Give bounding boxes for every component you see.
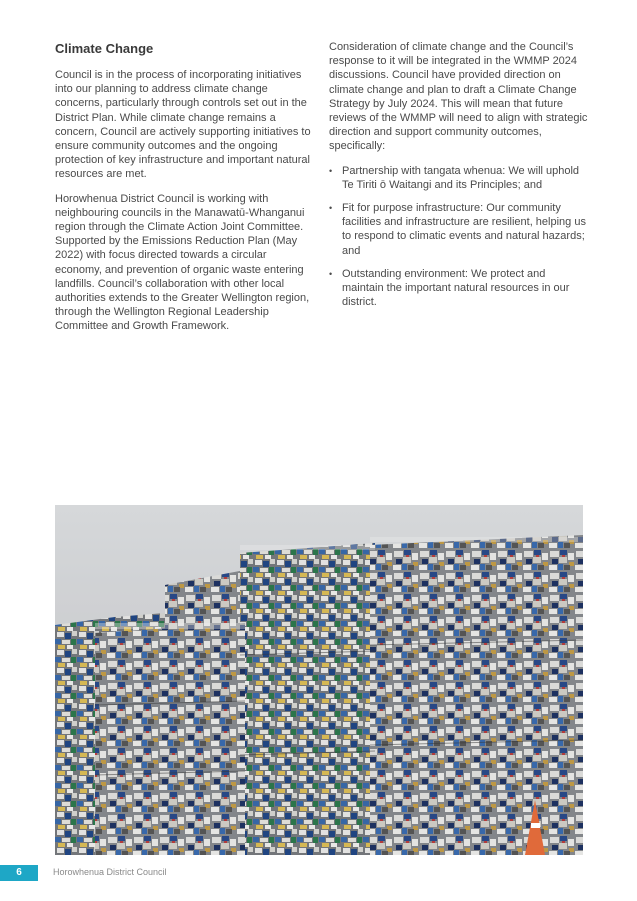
list-item-text: Fit for purpose infrastructure: Our community facilities and infrastructure are resilient, helping us to respond to climatic events and natural hazards; and <box>342 202 586 257</box>
right-column <box>329 40 589 318</box>
bullet-list <box>329 164 589 310</box>
page-footer <box>0 865 637 881</box>
bullet-icon: • <box>329 165 333 176</box>
bullet-icon: • <box>329 203 333 214</box>
left-column <box>55 40 313 344</box>
footer-organisation-name: Horowhenua District Council <box>53 867 167 877</box>
intro-paragraph: Consideration of climate change and the Council’s response to it will be integrated in the WMMP 2024 discussions. Council have provided direction on climate change and plan to draft a Climate Change Strategy by July 2024. This will mean that future reviews of the WMMP will need to align with strategic direction and support community outcomes, specifically: <box>329 41 588 153</box>
bullet-icon: • <box>329 268 333 279</box>
list-item <box>329 164 589 192</box>
paragraph: Horowhenua District Council is working with neighbouring councils in the Manawatū-Whanganui region through the Climate Action Joint Committee. Supported by the Emissions Reduction Plan (May 2022) with focus directed towards a circular economy, and prevention of organic waste entering landfills. Council’s collaboration with other local authorities extends to the Greater Wellington region, through the Wellington Regional Leadership Committee and Growth Framework. <box>55 192 310 333</box>
list-item-text: Outstanding environment: We protect and maintain the important natural resources in our district. <box>342 267 570 309</box>
recycling-bales-photo <box>55 505 583 855</box>
list-item <box>329 201 589 258</box>
list-item-text: Partnership with tangata whenua: We will uphold Te Tiriti ō Waitangi and its Principles; and <box>342 164 580 191</box>
page-number: 6 <box>0 865 38 881</box>
list-item <box>329 267 589 310</box>
paragraph: Council is in the process of incorporating initiatives into our planning to address climate change concerns, particularly through controls set out in the District Plan. While climate change remains a concern, Council are actively supporting initiatives to ensure community outcomes and the ongoing protection of key infrastructure and important natural resources are met. <box>55 69 311 181</box>
section-heading: Climate Change <box>55 41 154 56</box>
